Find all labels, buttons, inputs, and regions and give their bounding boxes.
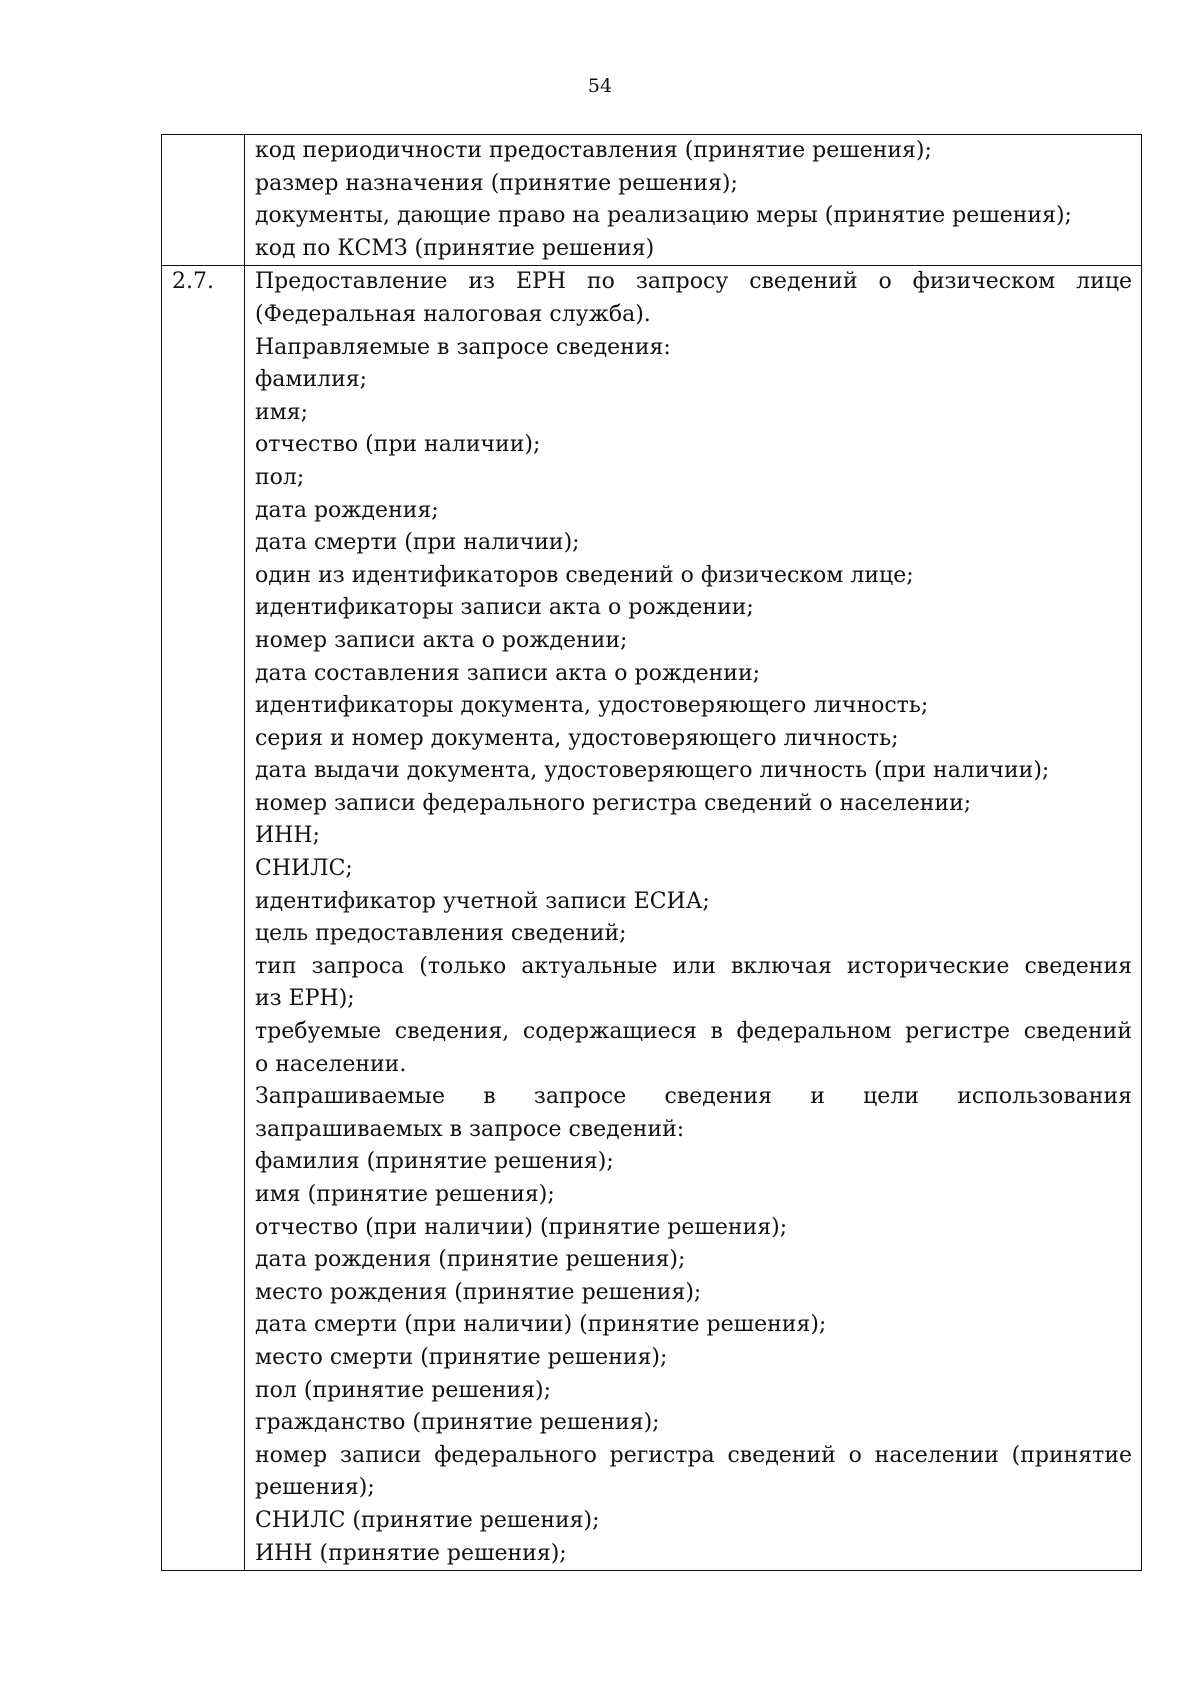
text-line: Предоставление из ЕРН по запросу сведений о физическом лице bbox=[255, 269, 1132, 295]
text-line: дата смерти (при наличии); bbox=[255, 530, 580, 556]
text-line: (Федеральная налоговая служба). bbox=[255, 301, 651, 327]
text-line: фамилия (принятие решения); bbox=[255, 1149, 614, 1175]
row-content-cell bbox=[245, 135, 1142, 266]
text-line: ИНН (принятие решения); bbox=[255, 1540, 567, 1566]
text-line: размер назначения (принятие решения); bbox=[255, 170, 738, 196]
text-line: пол; bbox=[255, 464, 305, 490]
text-line: место смерти (принятие решения); bbox=[255, 1344, 668, 1370]
text-line: номер записи федерального регистра сведений о населении (принятие bbox=[255, 1442, 1132, 1468]
text-line: номер записи акта о рождении; bbox=[255, 627, 628, 653]
text-line: код по КСМЗ (принятие решения) bbox=[255, 235, 655, 261]
row-number: 2.7. bbox=[172, 269, 214, 295]
text-line: из ЕРН); bbox=[255, 986, 355, 1012]
text-line: имя; bbox=[255, 399, 309, 425]
text-line: дата рождения (принятие решения); bbox=[255, 1247, 686, 1273]
text-line: Запрашиваемые в запросе сведения и цели использования bbox=[255, 1084, 1132, 1110]
text-line: о населении. bbox=[255, 1051, 407, 1077]
table-body bbox=[162, 135, 1142, 1571]
text-line: СНИЛС; bbox=[255, 856, 353, 882]
text-line: фамилия; bbox=[255, 367, 368, 393]
text-line: номер записи федерального регистра сведений о населении; bbox=[255, 790, 972, 816]
row-content-cell bbox=[245, 266, 1142, 1571]
text-line: идентификаторы документа, удостоверяющего личность; bbox=[255, 693, 929, 719]
text-line: дата смерти (при наличии) (принятие решения); bbox=[255, 1312, 827, 1338]
text-line: тип запроса (только актуальные или включая исторические сведения bbox=[255, 953, 1132, 979]
text-line: Направляемые в запросе сведения: bbox=[255, 334, 671, 360]
text-line: дата составления записи акта о рождении; bbox=[255, 660, 761, 686]
text-line: гражданство (принятие решения); bbox=[255, 1410, 660, 1436]
page-number: 54 bbox=[587, 75, 613, 97]
text-line: отчество (при наличии); bbox=[255, 432, 541, 458]
row-number-cell bbox=[162, 266, 245, 1571]
document-table bbox=[161, 134, 1142, 1571]
text-line: запрашиваемых в запросе сведений: bbox=[255, 1116, 685, 1142]
text-line: цель предоставления сведений; bbox=[255, 921, 627, 947]
text-line: документы, дающие право на реализацию меры (принятие решения); bbox=[255, 203, 1072, 229]
text-line: серия и номер документа, удостоверяющего личность; bbox=[255, 725, 899, 751]
text-line: идентификатор учетной записи ЕСИА; bbox=[255, 888, 710, 914]
text-line: идентификаторы записи акта о рождении; bbox=[255, 595, 754, 621]
text-line: код периодичности предоставления (принятие решения); bbox=[255, 138, 932, 163]
table-row bbox=[162, 135, 1142, 266]
text-line: СНИЛС (принятие решения); bbox=[255, 1507, 600, 1533]
text-line: один из идентификаторов сведений о физическом лице; bbox=[255, 562, 914, 588]
text-line: ИНН; bbox=[255, 823, 320, 849]
text-line: дата выдачи документа, удостоверяющего личность (при наличии); bbox=[255, 758, 1050, 784]
text-line: требуемые сведения, содержащиеся в федеральном регистре сведений bbox=[255, 1019, 1132, 1045]
text-line: отчество (при наличии) (принятие решения); bbox=[255, 1214, 788, 1240]
text-line: дата рождения; bbox=[255, 497, 439, 523]
text-line: имя (принятие решения); bbox=[255, 1182, 555, 1207]
table-row bbox=[162, 266, 1142, 1571]
text-line: пол (принятие решения); bbox=[255, 1377, 552, 1403]
text-line: решения); bbox=[255, 1475, 375, 1501]
text-line: место рождения (принятие решения); bbox=[255, 1279, 702, 1305]
row-number-cell bbox=[162, 135, 245, 266]
